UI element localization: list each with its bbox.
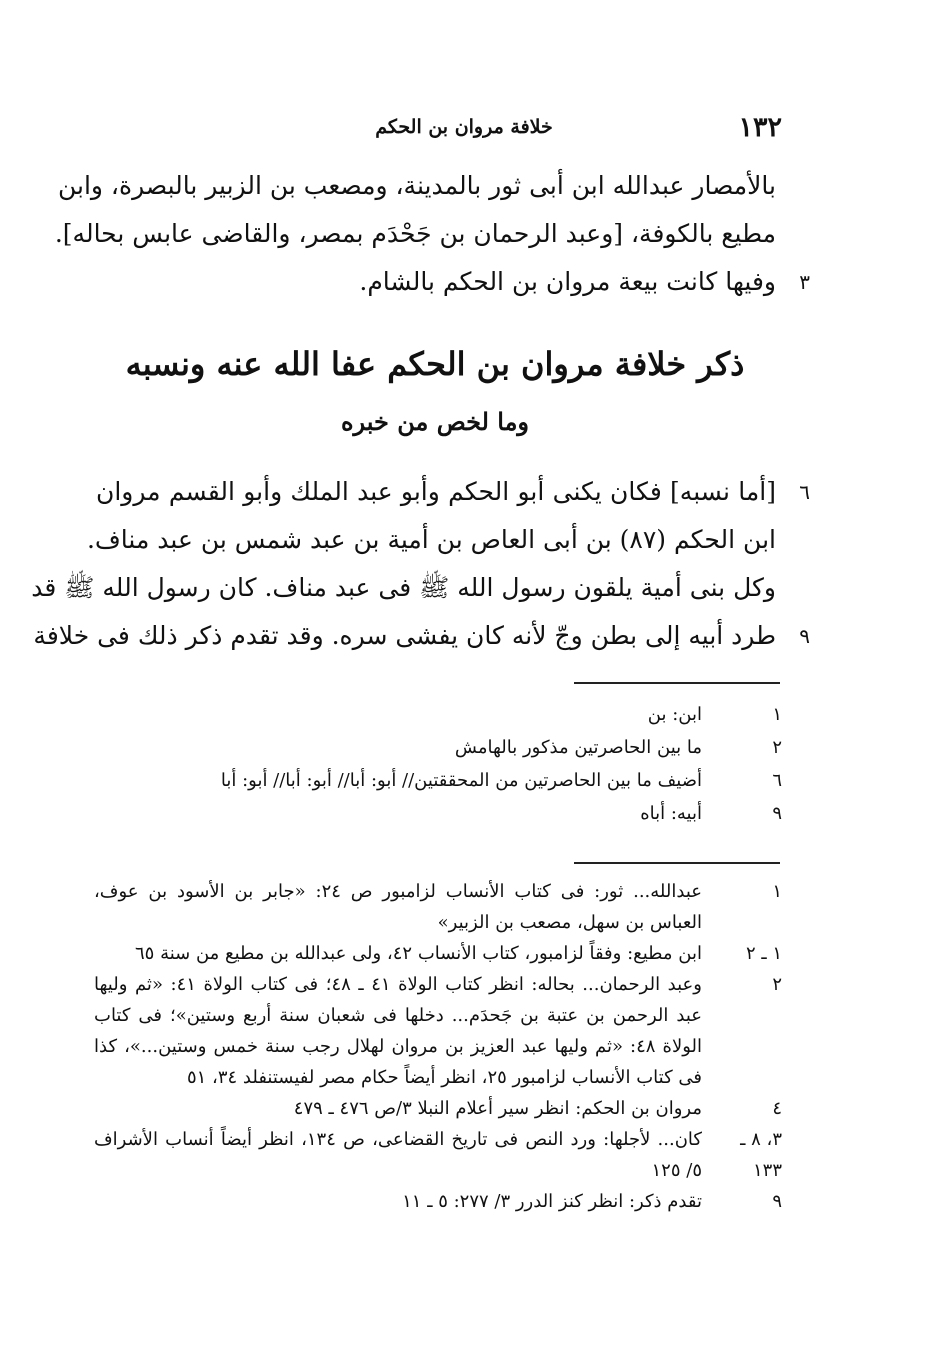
line-number: ٩ [799, 624, 810, 648]
running-title: خلافة مروان بن الحكم [375, 116, 553, 138]
line-text: طرد أبيه إلى بطن وجّ لأنه كان يفشى سره. وقد تقدم ذكر ذلك فى خلافة [33, 621, 776, 650]
running-head [94, 112, 782, 148]
line-text: مطيع بالكوفة، [وعبد الرحمان بن جَحْدَم بمصر، والقاضى عابس بحاله]. [54, 219, 776, 248]
note-text: كان... لأجلها: ورد النص فى تاريخ القضاعى، ص ١٣٤، انظر أيضاً أنساب الأشراف ٥/ ١٢٥ [94, 1129, 702, 1181]
line-number: ٦ [799, 480, 810, 504]
commentary-note [94, 1186, 782, 1217]
text-line [31, 564, 776, 612]
commentary-note [94, 1124, 782, 1186]
note-text: أبيه: أباه [640, 803, 702, 824]
line-number: ٣ [799, 270, 810, 294]
note-line-number: ٤ [772, 1098, 782, 1119]
variant-note [94, 731, 782, 764]
note-line-number: ١ [772, 704, 782, 725]
note-text: ابن: بن [647, 704, 702, 725]
text-line [96, 258, 810, 306]
text-line [54, 210, 776, 258]
footnote-divider [574, 682, 780, 684]
note-line-number: ٢ [772, 974, 782, 995]
line-text: [أما نسبه] فكان يكنى أبو الحكم وأبو عبد الملك وأبو القسم مروان [96, 477, 776, 506]
intro-text [54, 162, 810, 306]
note-line-number: ٢ [772, 737, 782, 758]
section-title: ذكر خلافة مروان بن الحكم عفا الله عنه ونسبه [125, 345, 745, 383]
commentary-note [94, 938, 782, 969]
commentary-apparatus [94, 876, 782, 1217]
note-text: ابن مطيع: وفقاً لزامبور، كتاب الأنساب ٤٢، ولى عبدالله بن مطيع من سنة ٦٥ [135, 943, 702, 964]
line-text: وكل بنى أمية يلقون رسول الله ﷺ فى عبد مناف. كان رسول الله ﷺ قد [31, 573, 776, 602]
variant-note [94, 797, 782, 830]
note-line-number: ٩ [772, 803, 782, 824]
note-text: عبدالله... ثور: فى كتاب الأنساب لزامبور ص ٢٤: «جابر بن الأسود بن عوف، العباس بن سهل، مصعب بن الزبير» [94, 881, 702, 933]
variant-note [94, 764, 782, 797]
line-text: وفيها كانت بيعة مروان بن الحكم بالشام. [359, 267, 776, 296]
note-line-number: ١ [772, 881, 782, 902]
note-text: مروان بن الحكم: انظر سير أعلام النبلا ٣/ص ٤٧٦ ـ ٤٧٩ [293, 1098, 702, 1119]
note-text: وعبد الرحمان... بحاله: انظر كتاب الولاة ٤١ ـ ٤٨؛ فى كتاب الولاة ٤١: «ثم وليها عبد الرحمن بن عتبة بن جَحدَم... دخلها فى شعبان سنة أربع وستين»؛ فى كتاب الولاة ٤٨: «ثم وليها عبد العزيز بن مروان لهلال رجب سنة خمس وستين...»، كذا فى كتاب الأنساب لزامبور ٢٥، انظر أيضاً حكام مصر لفيستنفلد ٣٤، ٥١ [94, 974, 703, 1088]
commentary-note [94, 876, 782, 938]
line-text: ابن الحكم (٨٧) بن أبى العاص بن أمية بن عبد شمس بن عبد مناف. [86, 525, 776, 554]
text-line [57, 162, 776, 210]
note-line-number: ٩ [772, 1191, 782, 1212]
variant-apparatus [94, 698, 782, 830]
text-line [33, 612, 810, 660]
variant-note [94, 698, 782, 731]
note-line-number: ٦ [772, 770, 782, 791]
section-subtitle: وما لخص من خبره [340, 407, 530, 436]
commentary-note [94, 969, 782, 1093]
footnote-divider [574, 862, 780, 864]
text-line [96, 468, 810, 516]
body-text [31, 468, 810, 660]
commentary-note [94, 1093, 782, 1124]
note-text: أضيف ما بين الحاصرتين من المحققتين// أبو: أبا// أبو: أبا// أبو: أبا [220, 770, 702, 791]
note-text: تقدم ذكر: انظر كنز الدرر ٣/ ٢٧٧: ٥ ـ ١١ [402, 1191, 702, 1212]
page-number: ١٣٢ [738, 112, 782, 143]
note-line-number: ١ ـ ٢ [745, 943, 782, 964]
line-text: بالأمصار عبدالله ابن أبى ثور بالمدينة، ومصعب بن الزبير بالبصرة، وابن [57, 171, 776, 200]
text-line [86, 516, 776, 564]
note-line-number: ٣، ٨ ـ ١٣٣ [740, 1129, 782, 1181]
note-text: ما بين الحاصرتين مذكور بالهامش [454, 737, 702, 758]
